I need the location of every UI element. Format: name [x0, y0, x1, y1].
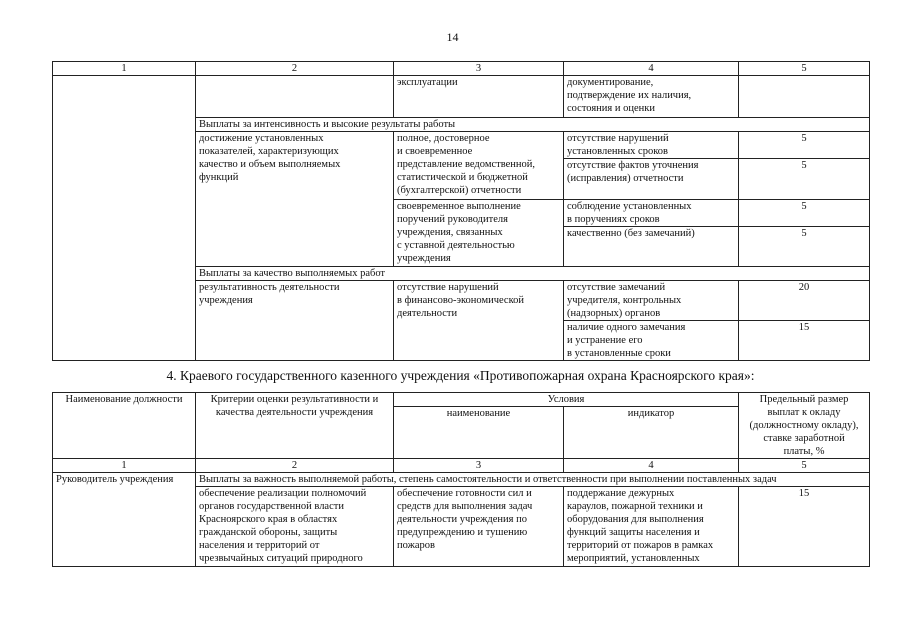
column-number-row: [53, 62, 870, 76]
indicator-cell: [564, 321, 739, 361]
value-cell: 20: [739, 281, 870, 321]
criterion-cell: [196, 487, 394, 567]
col-number-2: 2: [196, 62, 394, 76]
header-criteria: [196, 393, 394, 459]
value-cell: 5: [739, 132, 870, 159]
value-cell-empty: [739, 76, 870, 118]
col-number-4: 4: [564, 62, 739, 76]
criterion-cell: [196, 281, 394, 361]
indicator-text: отсутствие нарушений установленных сроков: [567, 133, 669, 157]
header-row: [53, 393, 870, 407]
criterion-text: результативность деятельности учреждения: [199, 282, 340, 306]
col-number-1: 1: [53, 62, 196, 76]
indicator-cell: [564, 159, 739, 200]
page-number: 14: [446, 30, 459, 44]
position-cell-empty: [53, 76, 196, 361]
column-number-row: [53, 459, 870, 473]
col-number-4: 4: [564, 459, 739, 473]
condition-text: отсутствие нарушений в финансово-экономической деятельности: [397, 282, 525, 319]
indicator-cell: [564, 487, 739, 567]
indicator-text: качественно (без замечаний): [567, 228, 695, 239]
col-number-3: 3: [394, 62, 564, 76]
criterion-cell: [196, 132, 394, 267]
header-conditions: Условия: [394, 393, 739, 407]
value-cell: 5: [739, 159, 870, 200]
condition-cell: [394, 487, 564, 567]
header-limit: [739, 393, 870, 459]
indicator-text: отсутствие замечаний учредителя, контрольных (надзорных) органов: [567, 282, 682, 319]
criteria-table-continued: [52, 61, 870, 361]
header-condition-indicator: индикатор: [564, 407, 739, 459]
condition-text: эксплуатации: [397, 77, 458, 88]
criterion-cell-empty: [196, 76, 394, 118]
indicator-text: документирование, подтверждение их наличия, состояния и оценки: [567, 77, 692, 114]
condition-cell: [394, 281, 564, 361]
section-row: [53, 473, 870, 487]
position-cell: Руководитель учреждения: [53, 473, 196, 567]
col-number-1: 1: [53, 459, 196, 473]
value-cell: 5: [739, 227, 870, 267]
criterion-text: обеспечение реализации полномочий органов государственной власти Красноярского края в областях гражданской обороны, защиты населения и территорий от чрезвычайных ситуаций природного: [199, 488, 367, 564]
indicator-text: наличие одного замечания и устранение его в установленные сроки: [567, 322, 686, 359]
col-number-5: 5: [739, 459, 870, 473]
header-position: Наименование должности: [53, 393, 196, 459]
indicator-text: поддержание дежурных караулов, пожарной техники и оборудования для выполнения функций защиты населения и территорий от пожаров в рамках мероприятий, установленных: [567, 488, 714, 564]
indicator-cell: [564, 281, 739, 321]
condition-text: полное, достоверное и своевременное представление ведомственной, статистической и бюджетной (бухгалтерской) отчетности: [397, 133, 536, 196]
header-limit-text: Предельный размер выплат к окладу (должностному окладу), ставке заработной платы, %: [749, 394, 859, 457]
value-cell: 15: [739, 321, 870, 361]
condition-cell: [394, 200, 564, 267]
value-cell: 15: [739, 487, 870, 567]
condition-text: обеспечение готовности сил и средств для выполнения задач деятельности учреждения по предупреждению и тушению пожаров: [397, 488, 533, 551]
criteria-table-fire-protection: [52, 392, 870, 567]
indicator-cell: [564, 76, 739, 118]
condition-cell: [394, 76, 564, 118]
section-heading: 4. Краевого государственного казенного учреждения «Противопожарная охрана Красноярского края»:: [166, 368, 755, 383]
header-condition-name: наименование: [394, 407, 564, 459]
indicator-cell: [564, 227, 739, 267]
col-number-3: 3: [394, 459, 564, 473]
header-criteria-text: Критерии оценки результативности и качества деятельности учреждения: [210, 394, 379, 418]
section-intensity-title: Выплаты за интенсивность и высокие результаты работы: [196, 118, 870, 132]
table-row: [53, 76, 870, 118]
condition-text: своевременное выполнение поручений руководителя учреждения, связанных с уставной деятельностью учреждения: [397, 201, 521, 264]
indicator-text: соблюдение установленных в поручениях сроков: [567, 201, 692, 225]
indicator-text: отсутствие фактов уточнения (исправления) отчетности: [567, 160, 699, 184]
value-cell: 5: [739, 200, 870, 227]
section-quality-title: Выплаты за качество выполняемых работ: [196, 267, 870, 281]
col-number-5: 5: [739, 62, 870, 76]
criterion-text: достижение установленных показателей, характеризующих качество и объем выполняемых функций: [199, 133, 341, 183]
indicator-cell: [564, 132, 739, 159]
col-number-2: 2: [196, 459, 394, 473]
section-importance-title: Выплаты за важность выполняемой работы, степень самостоятельности и ответственности при выполнении поставленных задач: [196, 473, 870, 487]
condition-cell: [394, 132, 564, 200]
indicator-cell: [564, 200, 739, 227]
